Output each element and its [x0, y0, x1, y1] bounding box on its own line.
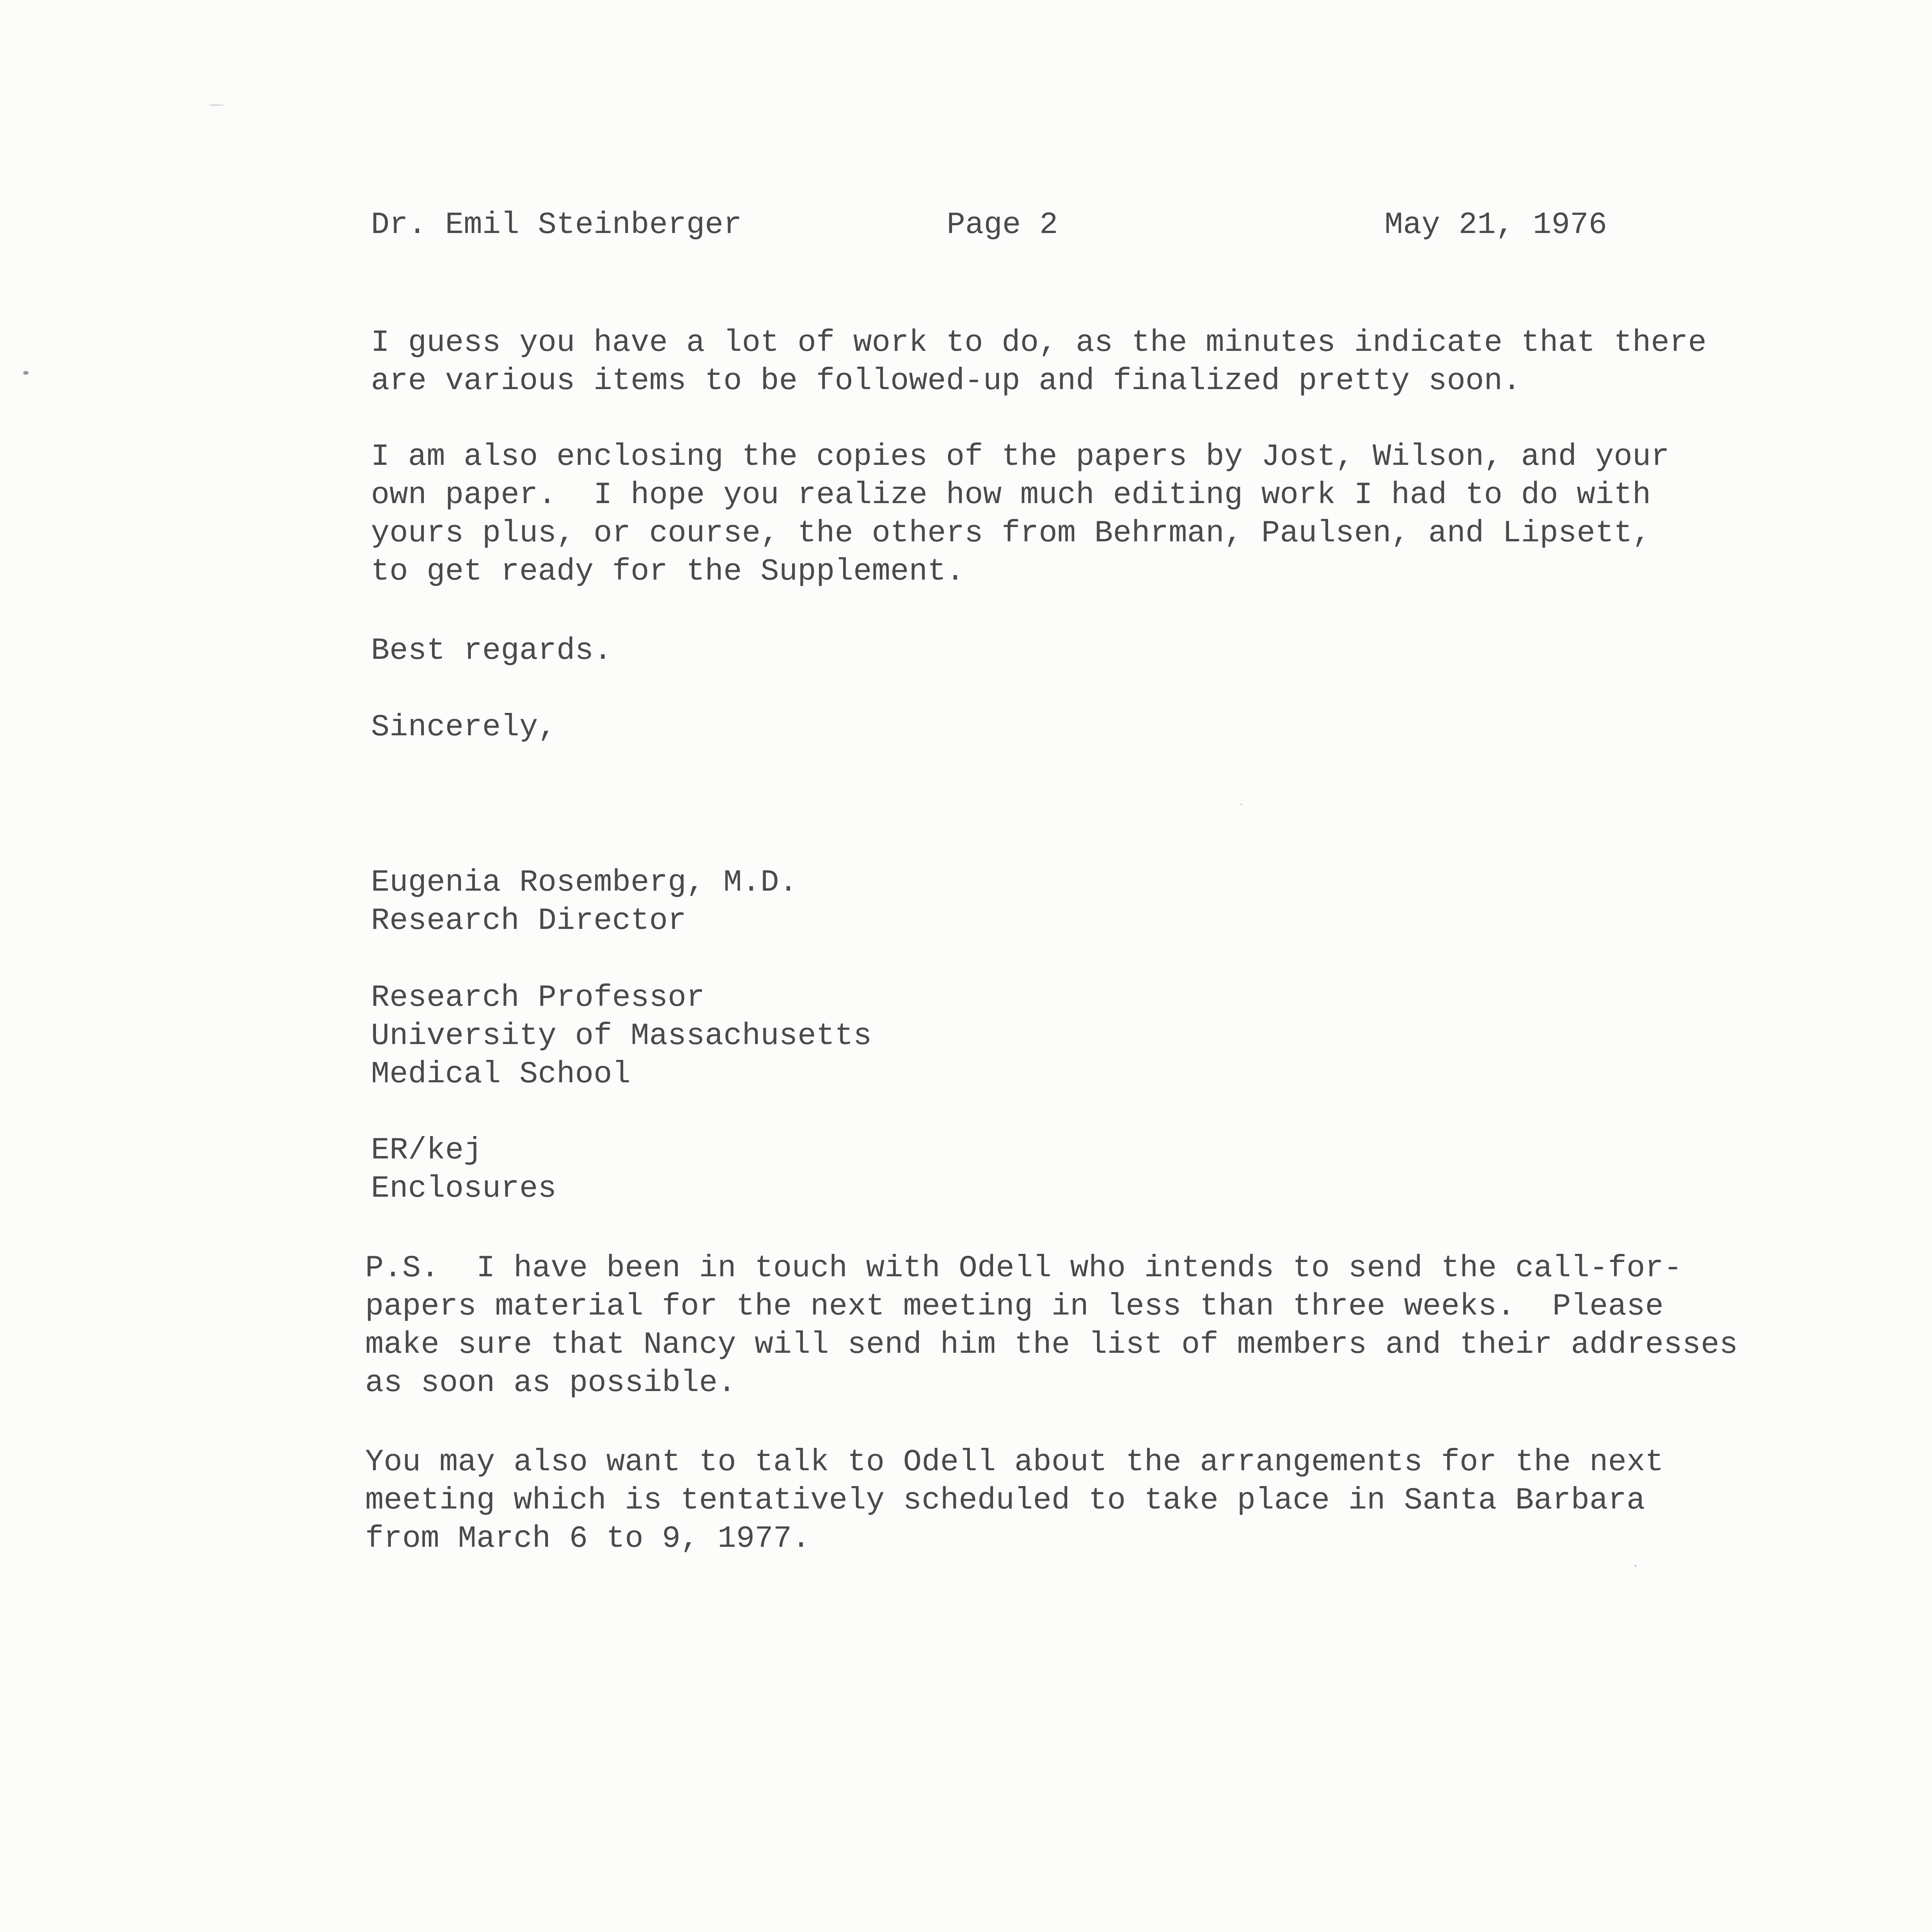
regards-line: Best regards.: [371, 633, 612, 668]
enclosures-note: Enclosures: [371, 1171, 557, 1206]
body-paragraph-2: [371, 438, 1670, 591]
signature-block: [371, 864, 798, 940]
text-line: yours plus, or course, the others from Behrman, Paulsen, and Lipsett,: [371, 516, 1651, 551]
scan-speck: [1240, 804, 1242, 805]
body-paragraph-1: [371, 324, 1707, 400]
text-line: to get ready for the Supplement.: [371, 554, 965, 589]
scan-speck: [209, 104, 224, 106]
text-line: as soon as possible.: [365, 1366, 736, 1401]
text-line: own paper. I hope you realize how much editing work I had to do with: [371, 478, 1651, 513]
text-line: You may also want to talk to Odell about the arrangements for the next: [365, 1445, 1664, 1480]
text-line: meeting which is tentatively scheduled to take place in Santa Barbara: [365, 1483, 1645, 1518]
affiliation-line: Research Professor: [371, 980, 705, 1015]
text-line: from March 6 to 9, 1977.: [365, 1521, 811, 1556]
signer-title: Research Director: [371, 903, 687, 939]
recipient-header: Dr. Emil Steinberger: [371, 207, 742, 243]
letter-date: May 21, 1976: [1384, 207, 1607, 243]
postscript-paragraph-1: [365, 1249, 1738, 1402]
valediction-line: Sincerely,: [371, 710, 557, 745]
text-line: I guess you have a lot of work to do, as the minutes indicate that there: [371, 325, 1707, 361]
affiliation-block: [371, 979, 872, 1094]
affiliation-line: Medical School: [371, 1057, 631, 1092]
reference-block: [371, 1131, 556, 1208]
text-line: P.S. I have been in touch with Odell who intends to send the call-for-: [365, 1251, 1682, 1286]
typist-initials: ER/kej: [371, 1133, 483, 1168]
text-line: I am also enclosing the copies of the papers by Jost, Wilson, and your: [371, 439, 1670, 474]
affiliation-line: University of Massachusetts: [371, 1019, 872, 1054]
text-line: make sure that Nancy will send him the list of members and their addresses: [365, 1327, 1738, 1362]
postscript-paragraph-2: [365, 1443, 1664, 1558]
best-regards: [371, 632, 612, 670]
text-line: are various items to be followed-up and finalized pretty soon.: [371, 364, 1521, 399]
scan-speck: [23, 371, 29, 375]
text-line: papers material for the next meeting in less than three weeks. Please: [365, 1289, 1664, 1324]
scan-speck: [1634, 1565, 1636, 1567]
page-number: Page 2: [947, 207, 1058, 243]
valediction: [371, 708, 556, 747]
signer-name: Eugenia Rosemberg, M.D.: [371, 865, 798, 900]
